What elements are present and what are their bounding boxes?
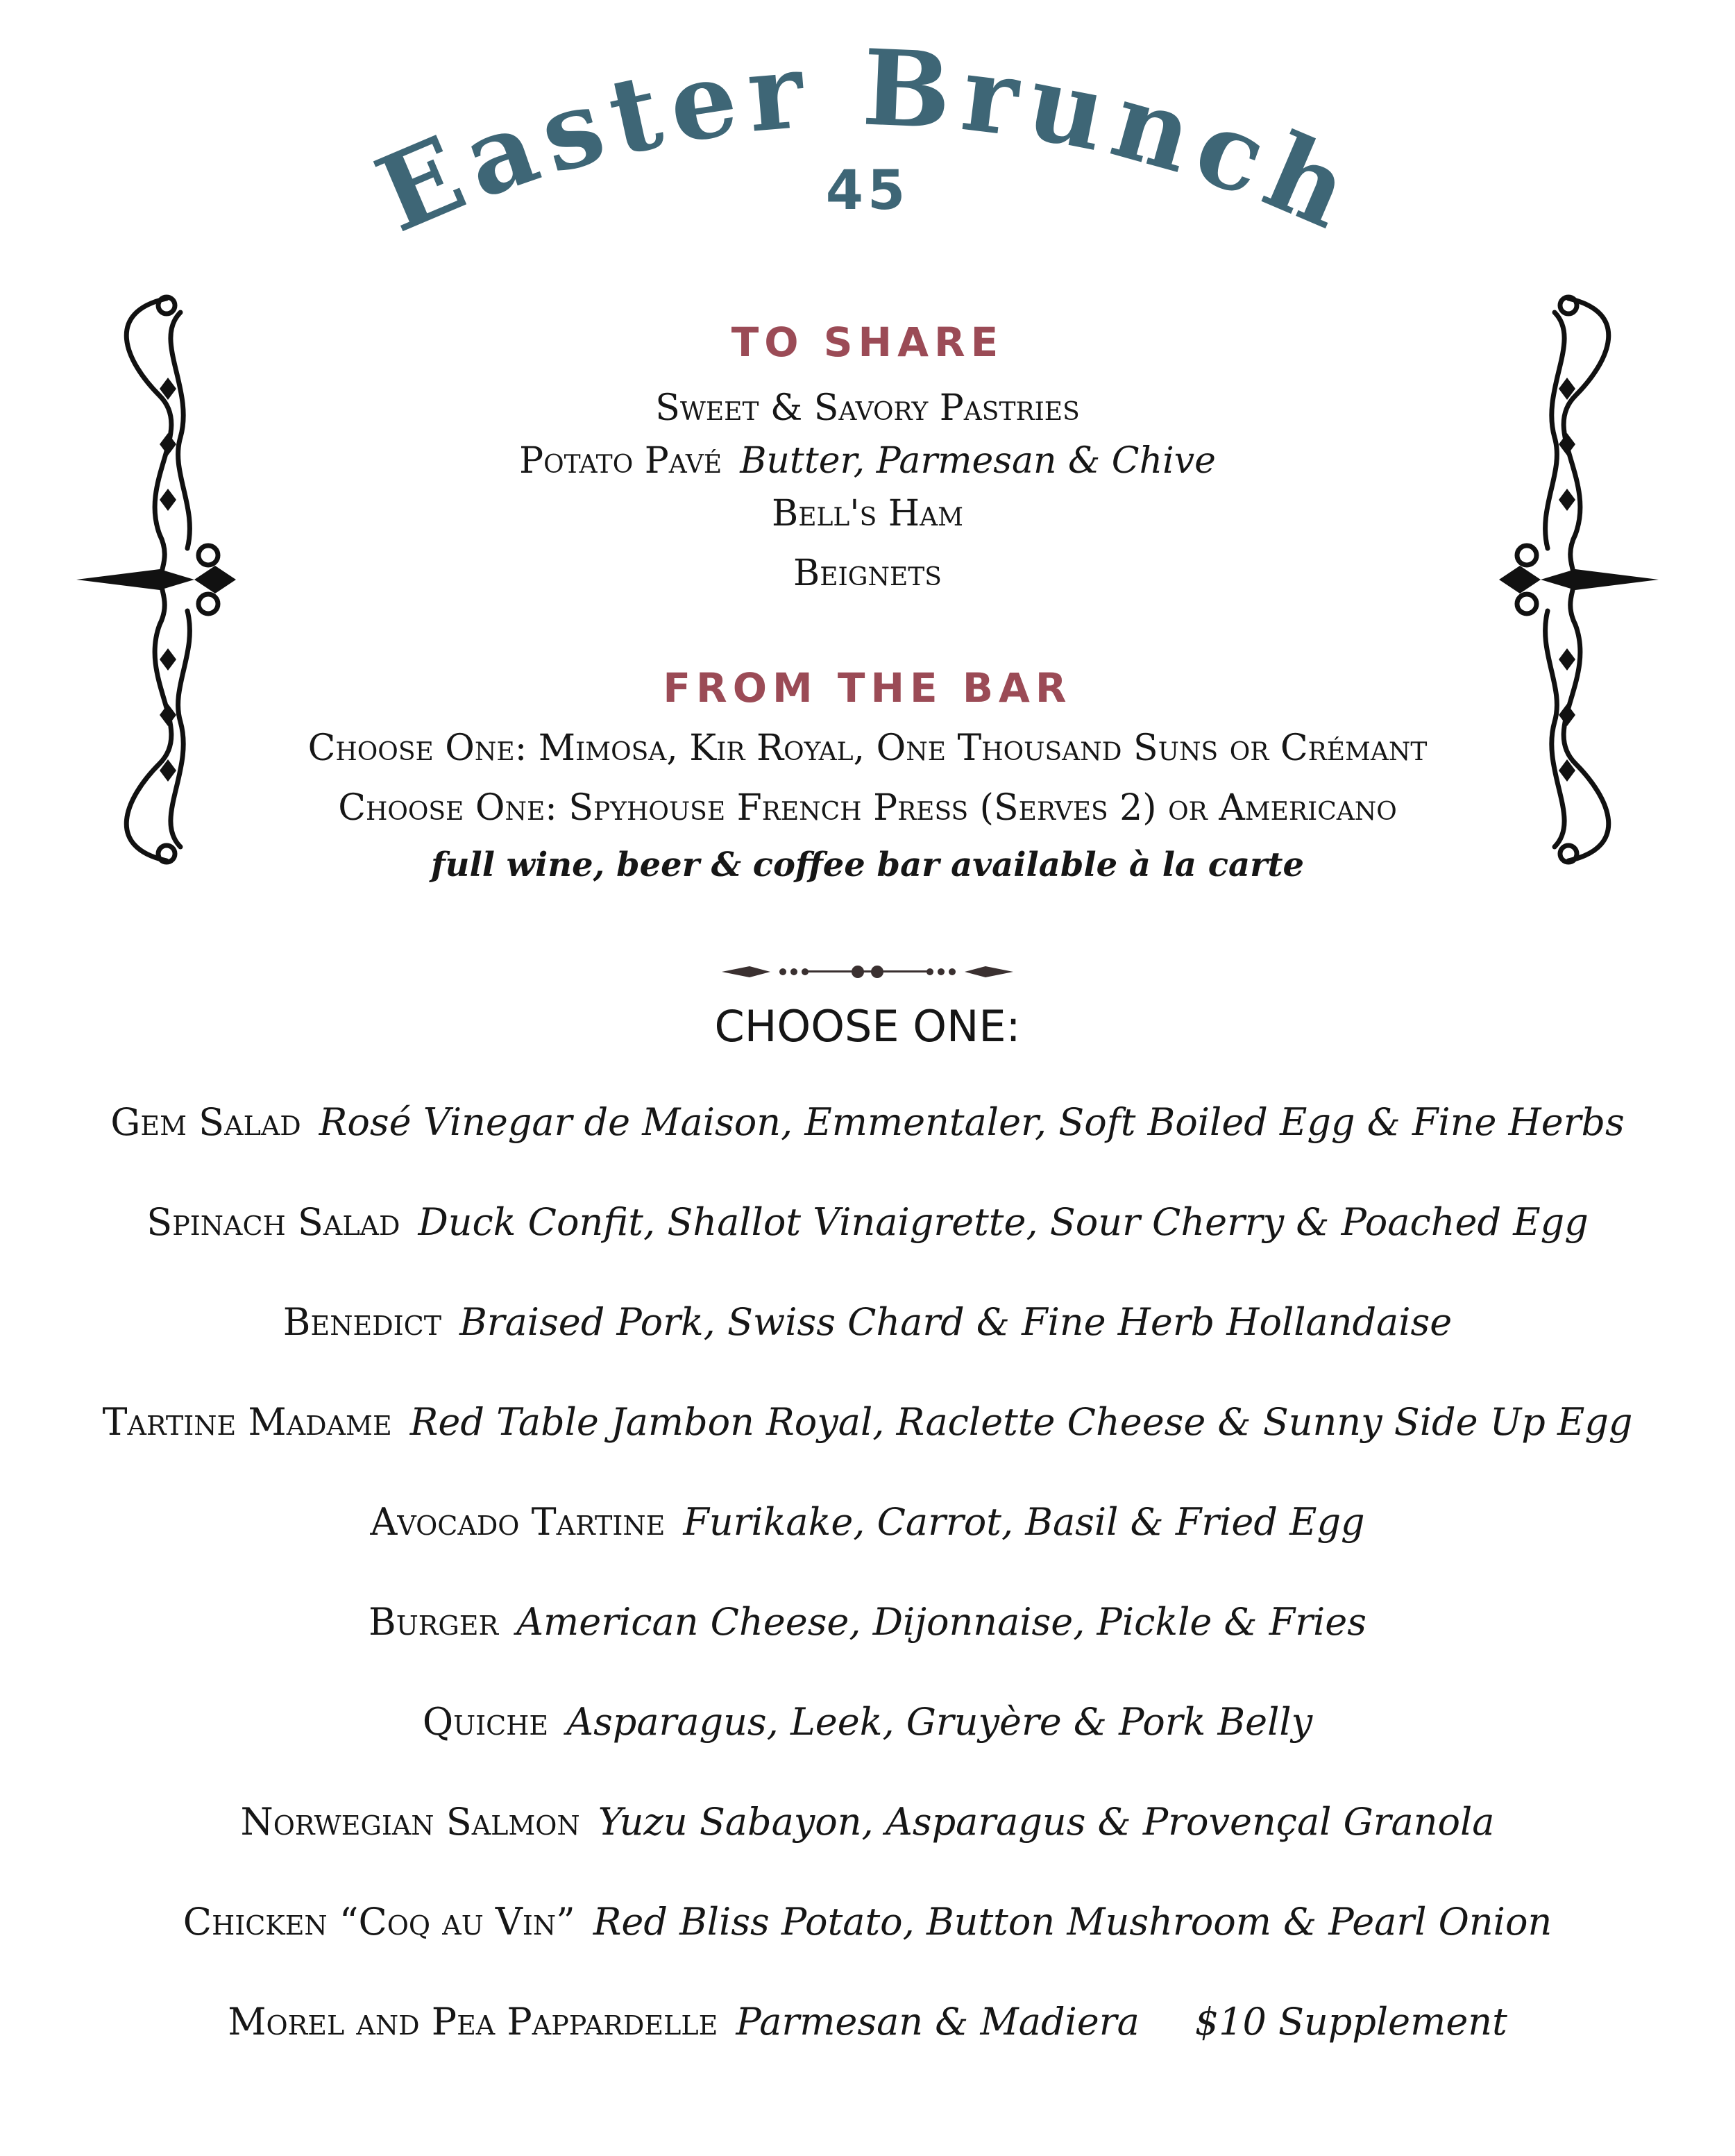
entree-desc: Yuzu Sabayon, Asparagus & Provençal Granola bbox=[598, 1800, 1495, 1844]
entree-supplement: $10 Supplement bbox=[1194, 2000, 1507, 2044]
entree-desc: Parmesan & Madiera bbox=[736, 2000, 1140, 2044]
bar-choice-line: Choose One: Spyhouse French Press (Serves 2) or Americano bbox=[338, 787, 1397, 829]
from-the-bar-heading: FROM THE BAR bbox=[663, 664, 1072, 711]
entree-name: Avocado Tartine bbox=[370, 1500, 666, 1544]
entree-name: Burger bbox=[369, 1600, 499, 1644]
to-share-item bbox=[0, 493, 1735, 534]
bar-note: full wine, beer & coffee bar available à la carte bbox=[430, 845, 1305, 884]
entree-item bbox=[0, 1500, 1735, 1544]
entree-desc: Furikake, Carrot, Basil & Fried Egg bbox=[683, 1500, 1365, 1544]
entree-desc: Braised Pork, Swiss Chard & Fine Herb Hollandaise bbox=[459, 1300, 1453, 1344]
entree-name: Norwegian Salmon bbox=[240, 1800, 580, 1844]
entree-item bbox=[0, 1600, 1735, 1644]
entree-name: Morel and Pea Pappardelle bbox=[228, 2000, 718, 2044]
entree-name: Tartine Madame bbox=[102, 1400, 392, 1444]
to-share-item-desc: Butter, Parmesan & Chive bbox=[740, 440, 1216, 482]
entree-desc: Duck Confit, Shallot Vinaigrette, Sour Cherry & Poached Egg bbox=[418, 1200, 1589, 1244]
to-share-item bbox=[0, 553, 1735, 594]
to-share-item bbox=[0, 440, 1735, 482]
to-share-item-name: Beignets bbox=[793, 553, 942, 594]
menu-price: 45 bbox=[825, 160, 910, 222]
entree-desc: Red Bliss Potato, Button Mushroom & Pearl Onion bbox=[593, 1900, 1552, 1944]
title-word-easter: Easter bbox=[360, 28, 818, 257]
entree-name: Quiche bbox=[422, 1700, 549, 1744]
entree-item bbox=[0, 1300, 1735, 1344]
to-share-heading: TO SHARE bbox=[731, 319, 1004, 366]
entree-item bbox=[0, 1900, 1735, 1944]
to-share-item-name: Sweet & Savory Pastries bbox=[655, 387, 1080, 429]
to-share-item-name: Potato Pavé bbox=[519, 440, 722, 482]
entree-item bbox=[0, 1700, 1735, 1744]
bar-choice-line: Choose One: Mimosa, Kir Royal, One Thousand Suns or Crémant bbox=[307, 727, 1428, 769]
to-share-item bbox=[0, 387, 1735, 429]
entree-item bbox=[0, 2000, 1735, 2044]
divider-ornament-icon bbox=[722, 958, 1013, 986]
title-word-brunch: Brunch bbox=[860, 26, 1375, 257]
entree-name: Chicken “Coq au Vin” bbox=[183, 1900, 575, 1944]
entree-item bbox=[0, 1800, 1735, 1844]
entree-desc: American Cheese, Dijonnaise, Pickle & Fries bbox=[516, 1600, 1366, 1644]
to-share-item-name: Bell's Ham bbox=[772, 493, 963, 534]
entree-name: Spinach Salad bbox=[146, 1200, 400, 1244]
entree-name: Gem Salad bbox=[110, 1100, 301, 1144]
entree-desc: Red Table Jambon Royal, Raclette Cheese & Sunny Side Up Egg bbox=[409, 1400, 1633, 1444]
entree-desc: Rosé Vinegar de Maison, Emmentaler, Soft Boiled Egg & Fine Herbs bbox=[319, 1100, 1625, 1144]
entree-name: Benedict bbox=[282, 1300, 442, 1344]
entree-item bbox=[0, 1200, 1735, 1244]
entree-item bbox=[0, 1400, 1735, 1444]
entree-heading: CHOOSE ONE: bbox=[714, 1001, 1021, 1052]
menu-title bbox=[0, 0, 1735, 292]
entree-item bbox=[0, 1100, 1735, 1144]
entree-desc: Asparagus, Leek, Gruyère & Pork Belly bbox=[566, 1700, 1313, 1744]
